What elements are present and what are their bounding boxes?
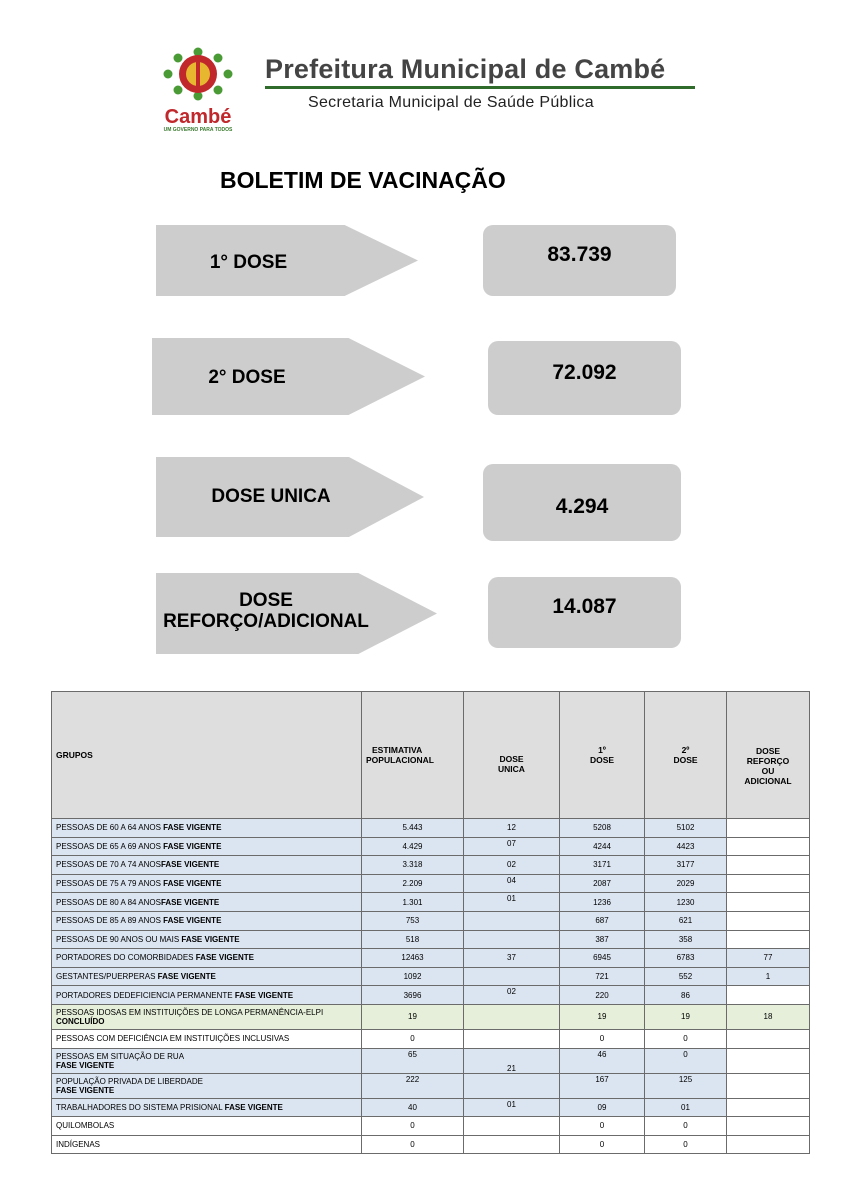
header-estimativa — [362, 692, 464, 819]
table-row — [52, 1073, 810, 1098]
cell-estimativa: 753 — [362, 911, 464, 930]
cell-dose-1: 3171 — [560, 856, 645, 875]
cell-estimativa: 5.443 — [362, 819, 464, 838]
grupo-text: PESSOAS IDOSAS EM INSTITUIÇÕES DE LONGA PERMANÊNCIA-ELPI — [56, 1007, 324, 1017]
cell-dose-unica: 07 — [464, 837, 560, 856]
grupo-text: POPULAÇÃO PRIVADA DE LIBERDADE — [56, 1076, 204, 1086]
cell-dose-unica — [464, 911, 560, 930]
cell-grupo — [52, 837, 362, 856]
table-row — [52, 1098, 810, 1117]
vaccination-table — [51, 691, 810, 1154]
cell-grupo — [52, 911, 362, 930]
header-dose-reforco-line1: DOSE — [755, 746, 781, 756]
cell-estimativa: 2.209 — [362, 874, 464, 893]
organization-title: Prefeitura Municipal de Cambé — [265, 54, 666, 84]
fase-status: FASE VIGENTE — [234, 990, 294, 1000]
cell-dose-2: 1230 — [645, 893, 727, 912]
header-dose-unica-line1: DOSE — [499, 754, 524, 764]
grupo-text: PESSOAS DE 70 A 74 ANOS — [56, 860, 161, 870]
cell-grupo — [52, 1135, 362, 1154]
city-logo-emblem-icon — [152, 46, 244, 108]
table-row — [52, 949, 810, 968]
table-row — [52, 837, 810, 856]
cell-estimativa: 3696 — [362, 986, 464, 1005]
cell-grupo — [52, 1098, 362, 1117]
cell-grupo — [52, 1004, 362, 1029]
table-row — [52, 874, 810, 893]
cell-estimativa: 3.318 — [362, 856, 464, 875]
grupo-text: PESSOAS DE 85 A 89 ANOS — [56, 916, 164, 926]
grupo-text: PESSOAS DE 80 A 84 ANOS — [56, 897, 161, 907]
cell-dose-1: 2087 — [560, 874, 645, 893]
header-dose-unica — [464, 692, 560, 819]
cell-dose-2: 2029 — [645, 874, 727, 893]
cell-estimativa: 4.429 — [362, 837, 464, 856]
cell-estimativa: 0 — [362, 1029, 464, 1048]
grupo-text: PORTADORES DO COMORBIDADES — [56, 953, 196, 963]
cell-dose-reforco — [727, 1098, 810, 1117]
cell-dose-2: 0 — [645, 1048, 727, 1073]
page-title: BOLETIM DE VACINAÇÃO — [220, 167, 506, 193]
fase-status: FASE VIGENTE — [160, 860, 220, 870]
table-row — [52, 986, 810, 1005]
cell-estimativa: 40 — [362, 1098, 464, 1117]
cell-estimativa: 0 — [362, 1135, 464, 1154]
cell-dose-2: 01 — [645, 1098, 727, 1117]
fase-status: FASE VIGENTE — [163, 841, 222, 851]
logo-wordmark: Cambé — [164, 106, 232, 128]
cell-grupo — [52, 967, 362, 986]
dose-unica-value: 4.294 — [483, 464, 681, 541]
cell-estimativa: 12463 — [362, 949, 464, 968]
header-dose-1-line2: DOSE — [589, 755, 615, 765]
cell-dose-1: 1236 — [560, 893, 645, 912]
cell-dose-2: 0 — [645, 1117, 727, 1136]
header-dose-reforco-line2: REFORÇO — [746, 756, 790, 766]
cell-dose-1: 5208 — [560, 819, 645, 838]
table-row — [52, 911, 810, 930]
dose-reforco-value: 14.087 — [488, 577, 681, 648]
cell-grupo — [52, 986, 362, 1005]
cell-dose-2: 552 — [645, 967, 727, 986]
grupo-text: PESSOAS DE 60 A 64 ANOS — [56, 823, 164, 833]
dose-reforco-label-line1: DOSE — [239, 590, 293, 611]
grupo-text: PESSOAS COM DEFICIÊNCIA EM INSTITUIÇÕES INCLUSIVAS — [56, 1034, 290, 1044]
header-dose-unica-line2: UNICA — [498, 764, 525, 774]
cell-dose-reforco — [727, 837, 810, 856]
table-row — [52, 856, 810, 875]
cell-estimativa: 65 — [362, 1048, 464, 1073]
cell-grupo — [52, 874, 362, 893]
cell-dose-unica: 01 — [464, 893, 560, 912]
dose-unica-label: DOSE UNICA — [211, 486, 331, 507]
table-row — [52, 1004, 810, 1029]
cell-dose-reforco — [727, 930, 810, 949]
cell-dose-unica — [464, 1135, 560, 1154]
dose-2-value: 72.092 — [488, 341, 681, 415]
cell-dose-unica: 21 — [464, 1048, 560, 1073]
header-dose-1-line1: 1º — [598, 745, 606, 755]
cell-dose-2: 0 — [645, 1029, 727, 1048]
cell-estimativa: 1092 — [362, 967, 464, 986]
header-dose-2-line2: DOSE — [673, 755, 698, 765]
header-dose-reforco — [727, 692, 810, 819]
cell-dose-reforco — [727, 1135, 810, 1154]
grupo-text: PESSOAS DE 75 A 79 ANOS — [56, 879, 164, 889]
cell-dose-2: 3177 — [645, 856, 727, 875]
table-header-row — [52, 692, 810, 819]
cell-dose-reforco — [727, 819, 810, 838]
fase-status: FASE VIGENTE — [163, 916, 222, 926]
cell-estimativa: 518 — [362, 930, 464, 949]
header-estimativa-line1: ESTIMATIVA — [372, 745, 423, 755]
table-row — [52, 1029, 810, 1048]
cell-grupo — [52, 1029, 362, 1048]
cell-grupo — [52, 949, 362, 968]
header-dose-reforco-line3: OU — [761, 766, 775, 776]
cell-dose-1: 19 — [560, 1004, 645, 1029]
grupo-text: QUILOMBOLAS — [56, 1121, 115, 1131]
cell-dose-2: 6783 — [645, 949, 727, 968]
dose-1-value: 83.739 — [483, 225, 676, 296]
cell-dose-2: 86 — [645, 986, 727, 1005]
dose-1-label: 1° DOSE — [209, 252, 288, 273]
table-row — [52, 1048, 810, 1073]
grupo-text: PESSOAS EM SITUAÇÃO DE RUA — [56, 1051, 185, 1061]
cell-dose-unica: 02 — [464, 986, 560, 1005]
cell-dose-1: 687 — [560, 911, 645, 930]
cell-dose-reforco — [727, 856, 810, 875]
grupo-text: GESTANTES/PUERPERAS — [56, 972, 158, 982]
cell-dose-unica — [464, 1073, 560, 1098]
cell-dose-unica: 01 — [464, 1098, 560, 1117]
cell-dose-1: 6945 — [560, 949, 645, 968]
cell-dose-unica — [464, 1117, 560, 1136]
dose-reforco-label — [156, 590, 376, 632]
cell-dose-unica — [464, 1004, 560, 1029]
cell-dose-2: 125 — [645, 1073, 727, 1098]
cell-dose-1: 0 — [560, 1117, 645, 1136]
cell-dose-unica: 04 — [464, 874, 560, 893]
cell-dose-1: 09 — [560, 1098, 645, 1117]
grupo-text: PORTADORES DEDEFICIENCIA PERMANENTE — [56, 990, 235, 1000]
dose-reforco-label-line2: REFORÇO/ADICIONAL — [163, 611, 369, 632]
table-row — [52, 893, 810, 912]
cell-dose-1: 4244 — [560, 837, 645, 856]
table-row — [52, 930, 810, 949]
cell-grupo — [52, 1073, 362, 1098]
cell-dose-2: 0 — [645, 1135, 727, 1154]
cell-dose-1: 46 — [560, 1048, 645, 1073]
cell-dose-2: 5102 — [645, 819, 727, 838]
cell-dose-2: 4423 — [645, 837, 727, 856]
cell-dose-unica: 37 — [464, 949, 560, 968]
fase-status: FASE VIGENTE — [195, 953, 254, 963]
cell-dose-reforco — [727, 986, 810, 1005]
cell-grupo — [52, 893, 362, 912]
cell-grupo — [52, 1117, 362, 1136]
grupo-text: PESSOAS DE 90 ANOS OU MAIS — [56, 934, 182, 944]
cell-estimativa: 0 — [362, 1117, 464, 1136]
table-row — [52, 967, 810, 986]
grupo-text: PESSOAS DE 65 A 69 ANOS — [56, 841, 164, 851]
header-grupos: GRUPOS — [52, 692, 362, 819]
logo-slogan: UM GOVERNO PARA TODOS — [163, 127, 233, 133]
cell-grupo — [52, 856, 362, 875]
cell-dose-reforco — [727, 1117, 810, 1136]
table-row — [52, 1135, 810, 1154]
cell-dose-1: 387 — [560, 930, 645, 949]
cell-dose-1: 167 — [560, 1073, 645, 1098]
cell-dose-unica: 02 — [464, 856, 560, 875]
cell-dose-reforco — [727, 911, 810, 930]
cell-estimativa: 222 — [362, 1073, 464, 1098]
cell-grupo — [52, 1048, 362, 1073]
cell-dose-2: 621 — [645, 911, 727, 930]
cell-grupo — [52, 819, 362, 838]
fase-status: FASE VIGENTE — [157, 972, 216, 982]
header-dose-2 — [645, 692, 727, 819]
organization-subtitle: Secretaria Municipal de Saúde Pública — [308, 94, 594, 111]
cell-dose-reforco — [727, 1029, 810, 1048]
cell-dose-reforco — [727, 1073, 810, 1098]
fase-status: FASE VIGENTE — [181, 934, 240, 944]
table-row — [52, 1117, 810, 1136]
cell-dose-unica — [464, 967, 560, 986]
table-row — [52, 819, 810, 838]
cell-dose-1: 0 — [560, 1029, 645, 1048]
cell-dose-reforco: 1 — [727, 967, 810, 986]
cell-grupo — [52, 930, 362, 949]
cell-dose-reforco — [727, 874, 810, 893]
header-estimativa-line2: POPULACIONAL — [366, 755, 434, 765]
fase-status: FASE VIGENTE — [56, 1060, 115, 1070]
cell-dose-2: 19 — [645, 1004, 727, 1029]
fase-status: FASE VIGENTE — [160, 897, 220, 907]
grupo-text: TRABALHADORES DO SISTEMA PRISIONAL — [56, 1102, 225, 1112]
cell-dose-unica: 12 — [464, 819, 560, 838]
header-dose-reforco-line4: ADICIONAL — [744, 776, 792, 786]
fase-status: FASE VIGENTE — [163, 823, 222, 833]
cell-dose-2: 358 — [645, 930, 727, 949]
cell-dose-1: 0 — [560, 1135, 645, 1154]
cell-dose-1: 721 — [560, 967, 645, 986]
header-dose-1 — [560, 692, 645, 819]
cell-dose-reforco: 77 — [727, 949, 810, 968]
cell-dose-reforco — [727, 1048, 810, 1073]
fase-status: FASE VIGENTE — [163, 879, 222, 889]
fase-status: FASE VIGENTE — [224, 1102, 283, 1112]
cell-estimativa: 19 — [362, 1004, 464, 1029]
cell-dose-reforco — [727, 893, 810, 912]
cell-dose-1: 220 — [560, 986, 645, 1005]
cell-dose-unica — [464, 1029, 560, 1048]
grupo-text: INDÍGENAS — [56, 1140, 101, 1150]
fase-status: CONCLUÍDO — [56, 1016, 105, 1026]
cell-dose-unica — [464, 930, 560, 949]
dose-2-label: 2° DOSE — [208, 367, 286, 388]
title-divider — [265, 86, 695, 89]
cell-estimativa: 1.301 — [362, 893, 464, 912]
header-dose-2-line1: 2º — [681, 745, 690, 755]
fase-status: FASE VIGENTE — [56, 1085, 115, 1095]
city-logo — [152, 46, 244, 138]
cell-dose-reforco: 18 — [727, 1004, 810, 1029]
